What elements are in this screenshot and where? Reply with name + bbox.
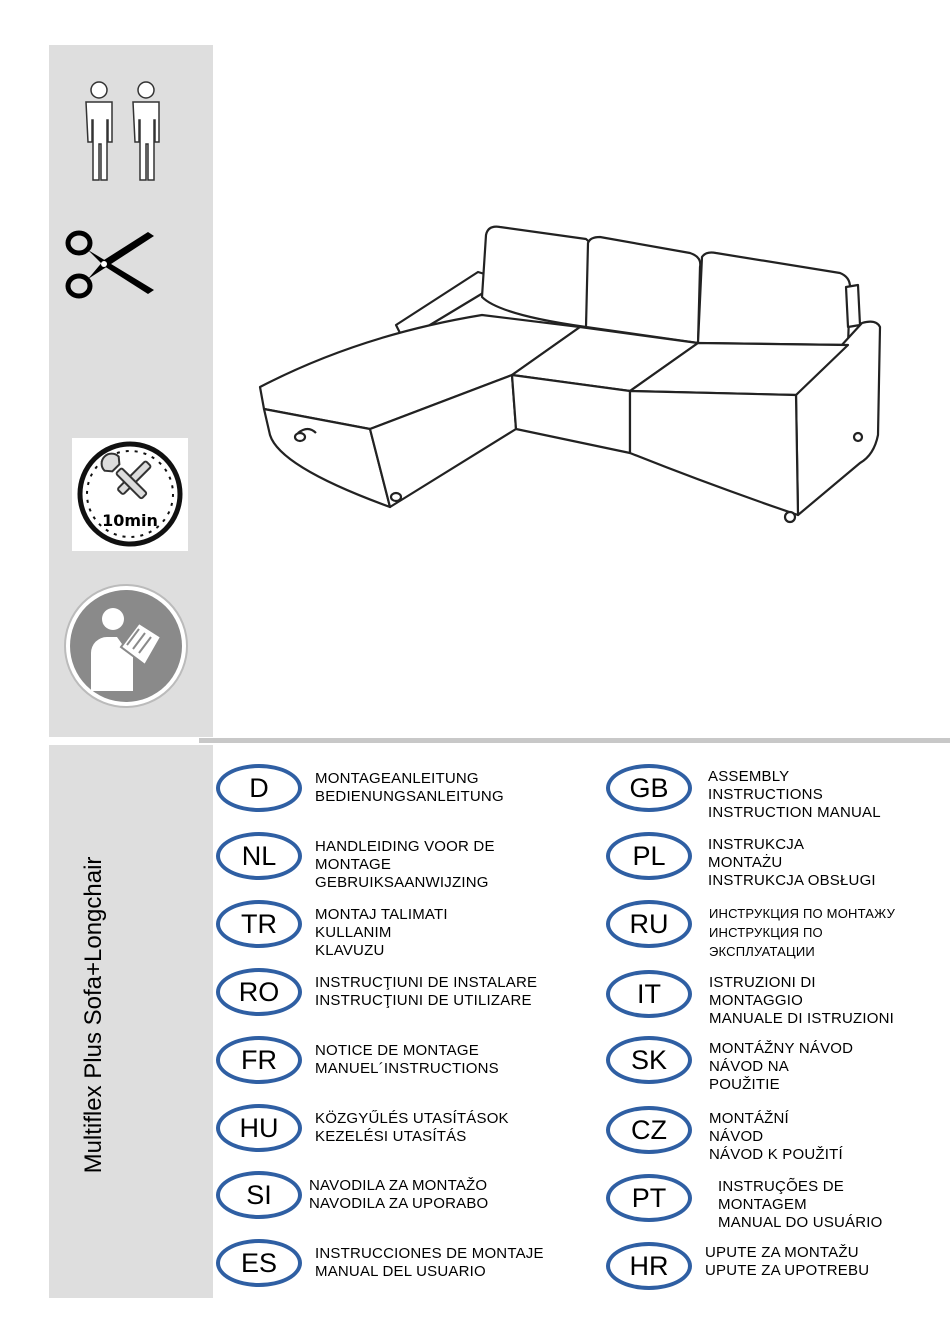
language-row-hr bbox=[606, 1242, 946, 1302]
language-code-badge: PT bbox=[606, 1174, 692, 1222]
language-code-badge: RO bbox=[216, 968, 302, 1016]
scissors-icon bbox=[64, 228, 158, 300]
language-row-hu bbox=[216, 1104, 596, 1164]
language-description: ISTRUZIONI DI MONTAGGIO MANUALE DI ISTRUZIONI bbox=[709, 974, 895, 1027]
language-row-fr bbox=[216, 1036, 596, 1096]
language-row-si bbox=[216, 1171, 596, 1231]
assembly-time-icon bbox=[72, 438, 188, 551]
language-description: INSTRUÇÕES DE MONTAGEM MANUAL DO USUÁRIO bbox=[718, 1178, 883, 1231]
language-description: INSTRUCŢIUNI DE INSTALARE INSTRUCŢIUNI DE UTILIZARE bbox=[315, 974, 538, 1009]
language-description: NAVODILA ZA MONTAŽO NAVODILA ZA UPORABO bbox=[309, 1177, 489, 1212]
language-description: UPUTE ZA MONTAŽU UPUTE ZA UPOTREBU bbox=[705, 1244, 870, 1279]
language-description: MONTAGEANLEITUNG BEDIENUNGSANLEITUNG bbox=[315, 770, 504, 805]
language-description: MONTÁŽNÍ NÁVOD NÁVOD K POUŽITÍ bbox=[709, 1110, 843, 1163]
sidebar-title-panel bbox=[49, 745, 213, 1298]
language-row-sk bbox=[606, 1036, 946, 1096]
language-code-badge: FR bbox=[216, 1036, 302, 1084]
language-row-ru bbox=[606, 900, 946, 960]
language-description: ИНСТРУКЦИЯ ПО МОНТАЖУ ИНСТРУКЦИЯ ПО ЭКСПЛУАТАЦИИ bbox=[709, 906, 896, 959]
sofa-illustration bbox=[250, 215, 885, 530]
language-code-badge: GB bbox=[606, 764, 692, 812]
assembly-time-label: 10min bbox=[102, 511, 158, 530]
language-row-pt bbox=[606, 1174, 946, 1234]
two-persons-icon bbox=[78, 80, 172, 182]
language-description: ASSEMBLY INSTRUCTIONS INSTRUCTION MANUAL bbox=[708, 768, 881, 821]
language-code-badge: PL bbox=[606, 832, 692, 880]
language-description: MONTAJ TALIMATI KULLANIM KLAVUZU bbox=[315, 906, 448, 959]
language-code-badge: SK bbox=[606, 1036, 692, 1084]
language-description: INSTRUCCIONES DE MONTAJE MANUAL DEL USUARIO bbox=[315, 1245, 544, 1280]
language-code-badge: CZ bbox=[606, 1106, 692, 1154]
assembly-time-box bbox=[72, 438, 188, 551]
language-row-pl bbox=[606, 832, 946, 892]
language-description: HANDLEIDING VOOR DE MONTAGE GEBRUIKSAANWIJZING bbox=[315, 838, 495, 891]
language-description: MONTÁŽNY NÁVOD NÁVOD NA POUŽITIE bbox=[709, 1040, 854, 1093]
language-code-badge: SI bbox=[216, 1171, 302, 1219]
language-row-tr bbox=[216, 900, 596, 960]
language-row-d bbox=[216, 764, 596, 824]
language-code-badge: NL bbox=[216, 832, 302, 880]
language-description: KÖZGYŰLÉS UTASÍTÁSOK KEZELÉSI UTASÍTÁS bbox=[315, 1110, 509, 1145]
language-code-badge: TR bbox=[216, 900, 302, 948]
section-divider bbox=[199, 738, 950, 743]
language-description: INSTRUKCJA MONTAŻU INSTRUKCJA OBSŁUGI bbox=[708, 836, 876, 889]
language-code-badge: D bbox=[216, 764, 302, 812]
language-code-badge: IT bbox=[606, 970, 692, 1018]
language-row-cz bbox=[606, 1106, 946, 1166]
language-code-badge: ES bbox=[216, 1239, 302, 1287]
language-code-badge: RU bbox=[606, 900, 692, 948]
language-row-ro bbox=[216, 968, 596, 1028]
language-code-badge: HU bbox=[216, 1104, 302, 1152]
language-row-es bbox=[216, 1239, 596, 1299]
language-row-gb bbox=[606, 764, 946, 824]
language-code-badge: HR bbox=[606, 1242, 692, 1290]
language-row-nl bbox=[216, 832, 596, 892]
read-manual-icon bbox=[63, 583, 190, 710]
language-row-it bbox=[606, 970, 946, 1030]
language-description: NOTICE DE MONTAGE MANUEL´INSTRUCTIONS bbox=[315, 1042, 499, 1077]
